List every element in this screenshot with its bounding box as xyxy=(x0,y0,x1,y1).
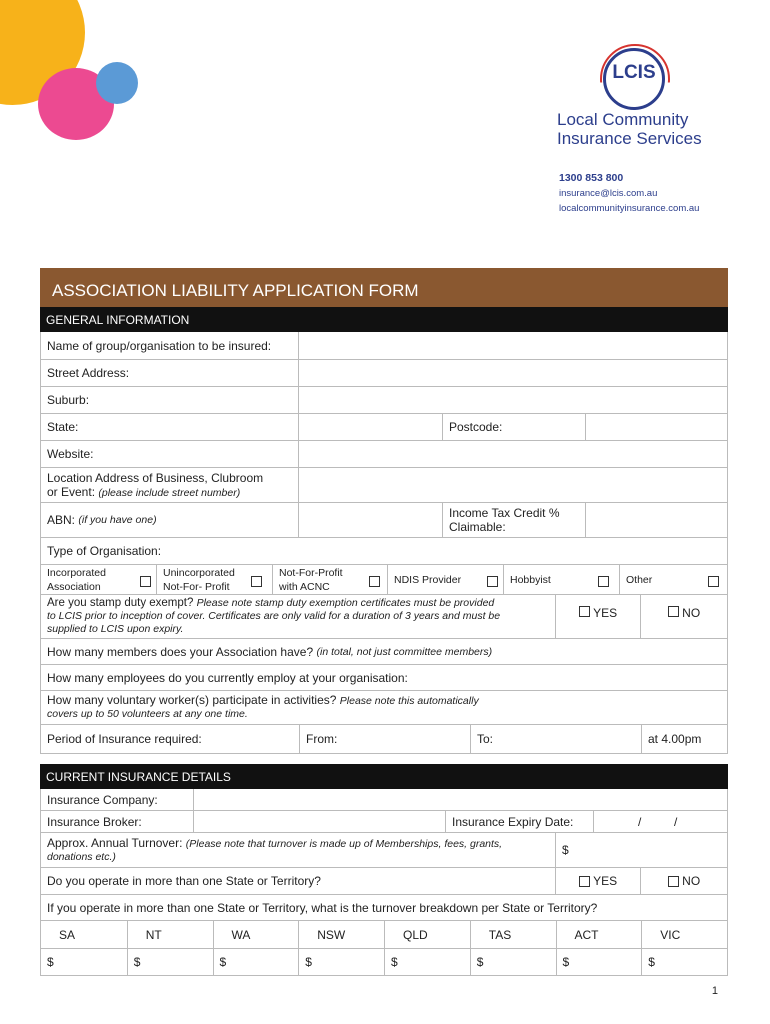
name-label: Name of group/organisation to be insured: xyxy=(47,338,272,353)
stamp-no-label: NO xyxy=(682,606,701,620)
type-nfp-acnc-l1: Not-For-Profit xyxy=(279,566,343,579)
row-broker xyxy=(41,811,727,833)
section-general-header: GENERAL INFORMATION xyxy=(40,307,728,332)
state-value-act[interactable]: $ xyxy=(556,949,642,975)
multi-yes-option[interactable] xyxy=(555,868,640,894)
state-header-wa: WA xyxy=(213,921,299,948)
location-note: (please include street number) xyxy=(98,486,241,499)
state-header-tas: TAS xyxy=(470,921,556,948)
brand-name xyxy=(557,110,702,148)
state-header-qld: QLD xyxy=(384,921,470,948)
members-note: (in total, not just committee members) xyxy=(316,645,493,658)
row-multi-state xyxy=(41,868,727,895)
state-value-sa[interactable]: $ xyxy=(47,955,54,969)
suburb-label: Suburb: xyxy=(47,393,90,407)
type-incorporated-label xyxy=(41,565,156,594)
row-members xyxy=(41,639,727,665)
turnover-field[interactable] xyxy=(555,833,727,867)
stamp-duty-q: Are you stamp duty exempt? xyxy=(47,597,194,609)
row-volunteers xyxy=(41,691,727,725)
stamp-yes-label: YES xyxy=(593,606,618,620)
multi-no-checkbox[interactable] xyxy=(668,876,679,887)
volunteers-question xyxy=(41,691,727,724)
type-label: Type of Organisation: xyxy=(47,544,162,558)
abn-field[interactable] xyxy=(298,503,442,537)
row-state-values xyxy=(41,949,727,975)
street-field[interactable] xyxy=(298,360,727,386)
stamp-yes-checkbox[interactable] xyxy=(579,606,590,617)
breakdown-question: If you operate in more than one State or Territory, what is the turnover breakdown per State or Territory? xyxy=(47,900,598,915)
abn-label-text: ABN: xyxy=(47,513,76,527)
row-period xyxy=(41,725,727,753)
expiry-slash1: / xyxy=(638,814,642,829)
volunteers-q: How many voluntary worker(s) participate in activities? xyxy=(47,693,337,707)
suburb-field[interactable] xyxy=(298,387,727,413)
company-label: Insurance Company: xyxy=(47,792,158,807)
page-number: 1 xyxy=(711,985,718,997)
street-label: Street Address: xyxy=(47,366,130,380)
abn-note: (if you have one) xyxy=(78,514,157,526)
stamp-no-checkbox[interactable] xyxy=(668,606,679,617)
type-incorporated-l1: Incorporated xyxy=(47,566,106,579)
expiry-label: Insurance Expiry Date: xyxy=(445,811,593,832)
location-label-line1: Location Address of Business, Clubroom xyxy=(47,470,264,485)
state-field[interactable] xyxy=(298,414,442,440)
row-website xyxy=(41,441,727,468)
itc-label-line1: Income Tax Credit % xyxy=(449,506,560,520)
turnover-label xyxy=(41,833,555,867)
type-ndis-checkbox[interactable] xyxy=(487,574,498,588)
members-q: How many members does your Association have? xyxy=(47,644,314,659)
row-abn xyxy=(41,503,727,538)
row-employees xyxy=(41,665,727,691)
turnover-line1 xyxy=(47,837,502,851)
stamp-note1: Please note stamp duty exemption certificates must be provided xyxy=(196,597,495,609)
type-incorporated-checkbox[interactable] xyxy=(140,574,151,588)
turnover-dollar: $ xyxy=(562,843,569,857)
type-hobbyist-label: Hobbyist xyxy=(503,565,619,594)
contact-email[interactable]: insurance@lcis.com.au xyxy=(559,188,658,199)
state-value-qld[interactable]: $ xyxy=(384,949,470,975)
state-value-nsw[interactable]: $ xyxy=(298,949,384,975)
type-unincorporated-l2: Not-For- Profit xyxy=(163,580,230,593)
decor-circle-blue xyxy=(96,62,138,104)
state-header-vic: VIC xyxy=(641,921,727,948)
row-company xyxy=(41,789,727,811)
stamp-no-option[interactable] xyxy=(640,595,727,638)
turnover-note1: (Please note that turnover is made up of Memberships, fees, grants, xyxy=(185,837,503,850)
stamp-duty-question xyxy=(41,595,555,638)
volunteers-line1 xyxy=(47,694,479,708)
type-other-label: Other xyxy=(619,565,727,594)
broker-label: Insurance Broker: xyxy=(47,814,142,829)
to-label[interactable]: To: xyxy=(470,725,641,753)
itc-field[interactable] xyxy=(585,503,727,537)
row-name xyxy=(41,332,727,360)
volunteers-note1: Please note this automatically xyxy=(339,695,479,707)
brand-line1: Local Community xyxy=(557,110,689,129)
stamp-duty-line1 xyxy=(47,597,494,610)
current-insurance-table xyxy=(40,789,728,976)
type-nfp-acnc-checkbox[interactable] xyxy=(369,574,380,588)
general-info-table xyxy=(40,332,728,754)
row-location xyxy=(41,468,727,503)
multi-state-question: Do you operate in more than one State or Territory? xyxy=(47,874,321,888)
row-turnover xyxy=(41,833,727,868)
abn-label xyxy=(41,503,298,537)
type-ndis-label: NDIS Provider xyxy=(387,565,503,594)
type-hobbyist-checkbox[interactable] xyxy=(598,574,609,588)
website-field[interactable] xyxy=(298,441,727,467)
section-current-header: CURRENT INSURANCE DETAILS xyxy=(40,764,728,789)
postcode-label: Postcode: xyxy=(442,414,585,440)
stamp-yes-option[interactable] xyxy=(555,595,640,638)
broker-field[interactable] xyxy=(193,811,445,832)
multi-yes-label: YES xyxy=(593,874,618,888)
multi-no-option[interactable] xyxy=(640,868,727,894)
postcode-field[interactable] xyxy=(585,414,727,440)
state-label: State: xyxy=(47,420,79,434)
turnover-label-text: Approx. Annual Turnover: xyxy=(47,835,183,850)
itc-label xyxy=(442,503,585,537)
expiry-field[interactable] xyxy=(593,811,727,832)
volunteers-note2: covers up to 50 volunteers at any one time. xyxy=(47,708,248,720)
type-incorporated-l2: Association xyxy=(47,580,101,593)
row-type-label xyxy=(41,538,727,565)
name-field[interactable] xyxy=(298,332,727,359)
type-nfp-acnc-l2: with ACNC xyxy=(279,580,330,593)
row-types xyxy=(41,565,727,595)
period-label: Period of Insurance required: xyxy=(47,732,202,746)
form-title: ASSOCIATION LIABILITY APPLICATION FORM xyxy=(40,268,728,307)
row-state-headers xyxy=(41,921,727,949)
state-header-nt: NT xyxy=(127,921,213,948)
state-header-act: ACT xyxy=(556,921,642,948)
row-street xyxy=(41,360,727,387)
contact-phone: 1300 853 800 xyxy=(559,172,624,184)
state-value-vic[interactable]: $ xyxy=(641,949,727,975)
members-question xyxy=(41,639,727,664)
multi-yes-checkbox[interactable] xyxy=(579,876,590,887)
location-label xyxy=(41,468,298,502)
location-field[interactable] xyxy=(298,468,727,502)
location-label-line2-text: or Event: xyxy=(47,484,96,499)
company-field[interactable] xyxy=(193,789,727,810)
contact-website[interactable]: localcommunityinsurance.com.au xyxy=(559,203,700,214)
employees-question: How many employees do you currently employ at your organisation: xyxy=(47,670,408,685)
type-unincorporated-l1: Unincorporated xyxy=(163,566,235,579)
state-value-wa[interactable]: $ xyxy=(213,949,299,975)
website-label: Website: xyxy=(47,447,94,461)
location-label-line2 xyxy=(47,485,240,500)
brand-line2: Insurance Services xyxy=(557,129,702,148)
turnover-note2: donations etc.) xyxy=(47,850,116,863)
type-unincorporated-checkbox[interactable] xyxy=(251,574,262,588)
state-header-nsw: NSW xyxy=(298,921,384,948)
state-value-tas[interactable]: $ xyxy=(470,949,556,975)
row-suburb xyxy=(41,387,727,414)
row-breakdown-question xyxy=(41,895,727,921)
time-label: at 4.00pm xyxy=(641,725,727,753)
row-state xyxy=(41,414,727,441)
from-label[interactable]: From: xyxy=(299,725,470,753)
stamp-note2: to LCIS prior to inception of cover. Certificates are only valid for a duration of 3 years and must be xyxy=(47,610,501,622)
itc-label-line2: Claimable: xyxy=(449,520,506,534)
stamp-note3: supplied to LCIS upon expiry. xyxy=(47,623,184,635)
state-header-sa: SA xyxy=(59,927,76,942)
logo-abbr: LCIS xyxy=(612,62,656,83)
row-stamp-duty xyxy=(41,595,727,639)
type-other-checkbox[interactable] xyxy=(708,574,719,588)
state-value-nt[interactable]: $ xyxy=(127,949,213,975)
expiry-slash2: / xyxy=(674,814,678,829)
multi-no-label: NO xyxy=(682,874,701,888)
